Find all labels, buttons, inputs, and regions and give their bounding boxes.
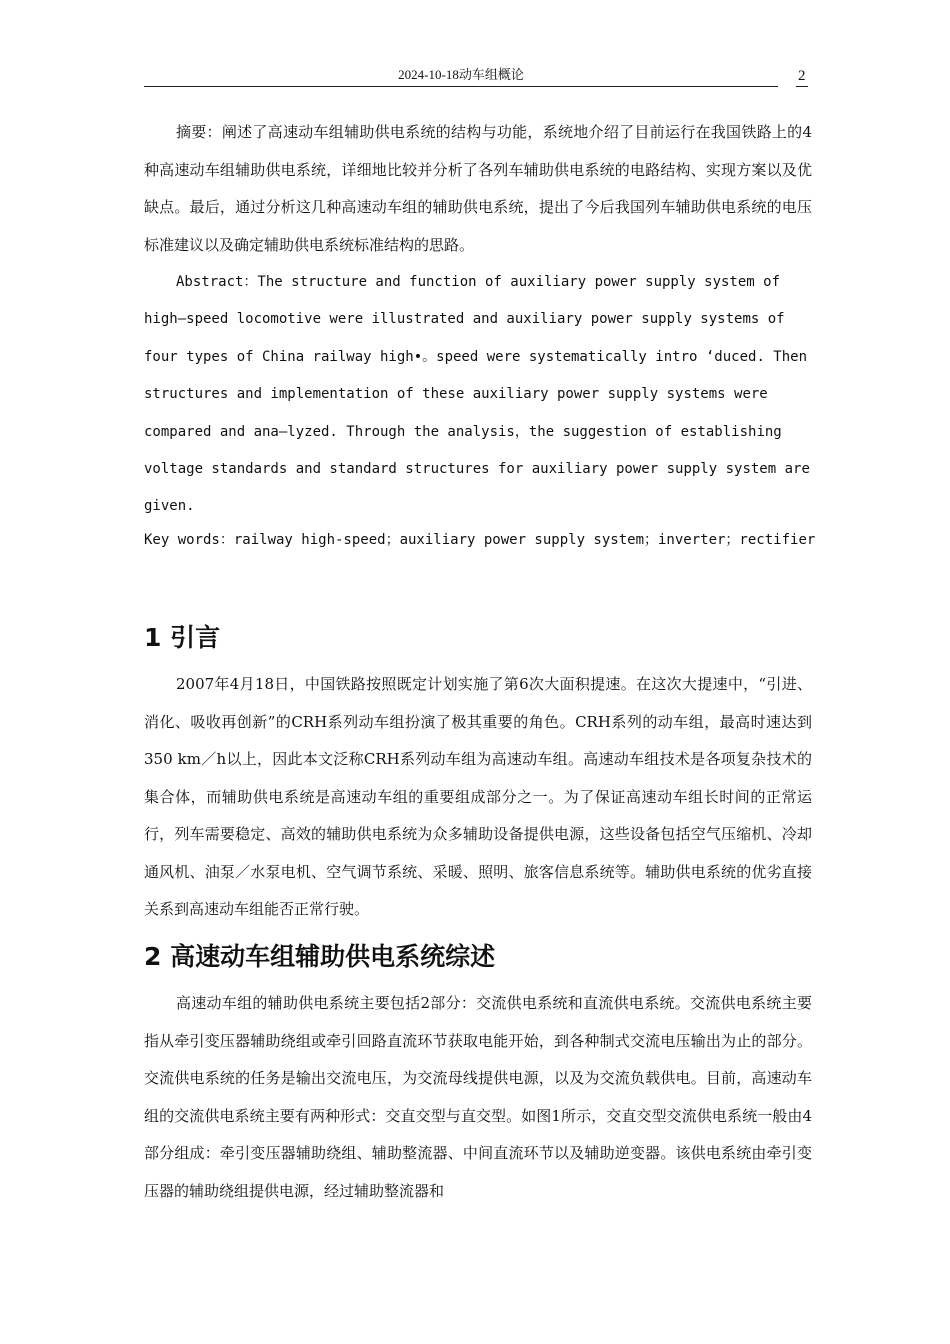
abstract-english: Abstract：The structure and function of auxiliary power supply system of high—speed locomotive were illustrated and auxiliary power supply systems of four types of China railway high•。speed were systematically intro ‘duced. Then structures and implementation of these auxiliary power supply systems were compared and ana—lyzed. Through the analysis，the suggestion of establishing voltage standards and standard structures for auxiliary power supply system are given. xyxy=(144,274,810,515)
header-title: 2024-10-18动车组概论 xyxy=(398,67,524,82)
section-2-heading: 2 高速动车组辅助供电系统综述 xyxy=(144,942,496,971)
page-number: 2 xyxy=(796,66,808,87)
abstract-chinese: 摘要：阐述了高速动车组辅助供电系统的结构与功能，系统地介绍了目前运行在我国铁路上的4种高速动车组辅助供电系统，详细地比较并分析了各列车辅助供电系统的电路结构、实现方案以及优缺点。最后，通过分析这几种高速动车组的辅助供电系统，提出了今后我国列车辅助供电系统的电压标准建议以及确定辅助供电系统标准结构的思路。 xyxy=(144,123,812,254)
section-2-body: 高速动车组的辅助供电系统主要包括2部分：交流供电系统和直流供电系统。交流供电系统主要指从牵引变压器辅助绕组或牵引回路直流环节获取电能开始，到各种制式交流电压输出为止的部分。交流供电系统的任务是输出交流电压，为交流母线提供电源，以及为交流负载供电。目前，高速动车组的交流供电系统主要有两种形式：交直交型与直交型。如图1所示，交直交型交流供电系统一般由4部分组成：牵引变压器辅助绕组、辅助整流器、中间直流环节以及辅助逆变器。该供电系统由牵引变压器的辅助绕组提供电源，经过辅助整流器和 xyxy=(144,994,812,1200)
section-1-body: 2007年4月18日，中国铁路按照既定计划实施了第6次大面积提速。在这次大提速中，“引进、消化、吸收再创新”的CRH系列动车组扮演了极其重要的角色。CRH系列的动车组，最高时速达到350 km／h以上，因此本文泛称CRH系列动车组为高速动车组。高速动车组技术是各项复杂技术的集合体，而辅助供电系统是高速动车组的重要组成部分之一。为了保证高速动车组长时间的正常运行，列车需要稳定、高效的辅助供电系统为众多辅助设备提供电源，这些设备包括空气压缩机、冷却通风机、油泵／水泵电机、空气调节系统、采暖、照明、旅客信息系统等。辅助供电系统的优劣直接关系到高速动车组能否正常行驶。 xyxy=(144,675,812,918)
page-header xyxy=(144,66,778,87)
section-1-heading: 1 引言 xyxy=(144,623,221,652)
keywords: Key words：railway high-speed；auxiliary power supply system；inverter；rectifier xyxy=(144,532,816,548)
